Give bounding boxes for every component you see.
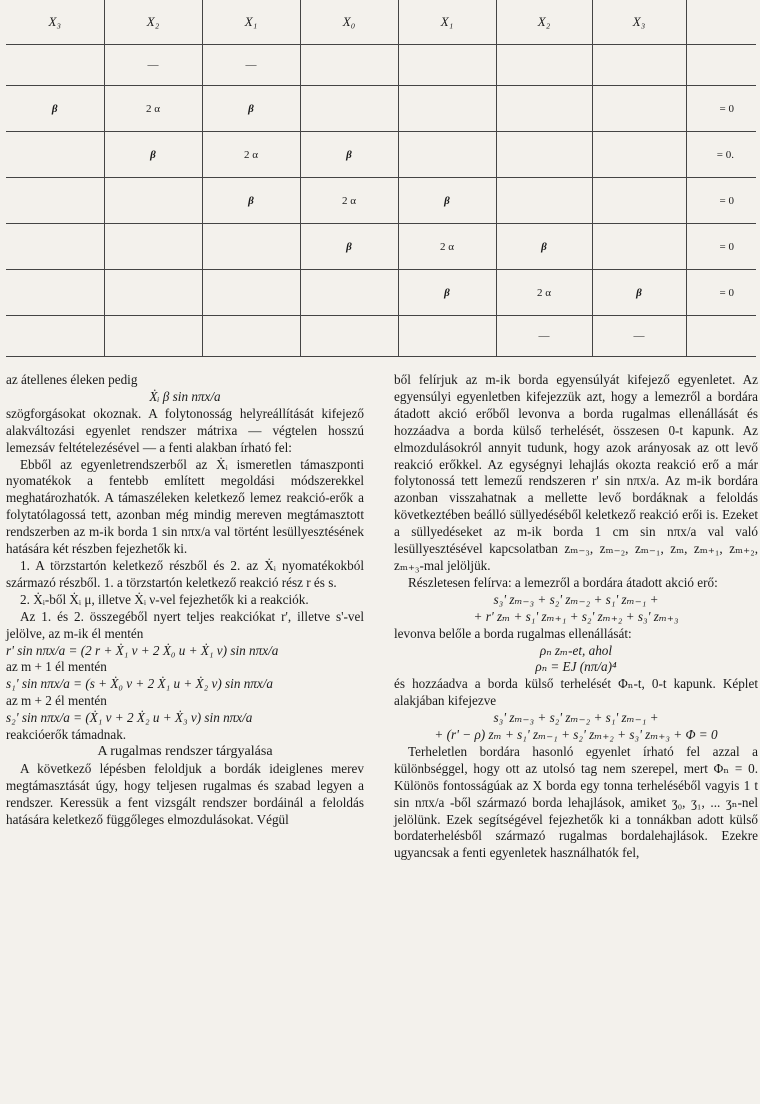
matrix-row	[6, 45, 756, 86]
matrix-cell: β	[6, 86, 104, 132]
matrix-cell: β	[300, 132, 398, 178]
matrix-row	[6, 316, 756, 357]
formula: s₃' zₘ₋₃ + s₂' zₘ₋₂ + s₁' zₘ₋₁ +	[493, 591, 659, 607]
matrix-cell	[104, 178, 202, 224]
matrix-equation-cell: = 0	[686, 224, 756, 270]
matrix-cell	[300, 316, 398, 357]
matrix-cell	[398, 132, 496, 178]
matrix-cell: 2 α	[398, 224, 496, 270]
matrix-cell	[592, 45, 686, 86]
matrix-header-cell: X₂	[104, 0, 202, 45]
left-column	[6, 372, 364, 828]
right-column	[394, 372, 758, 862]
matrix-header-cell: X₁	[202, 0, 300, 45]
matrix-cell	[202, 316, 300, 357]
matrix-cell	[6, 224, 104, 270]
matrix-cell	[398, 45, 496, 86]
paragraph: az m + 1 él mentén	[6, 659, 107, 675]
matrix-cell: β	[398, 178, 496, 224]
matrix-cell: β	[300, 224, 398, 270]
matrix-cell	[496, 132, 592, 178]
paragraph: ből felírjuk az m-ik borda egyensúlyát kifejező egyenletet. Az egyensúlyi egyenletben kifejezzük azt, hogy a lemezről a bordára átadott akció erőből levonva a borda rugalmas ellenállását és hozzáadva a borda külső terhelését, összesen 0-t kapunk. Az elmozdulásokról annyit tudunk, hogy azok arányosak az ott levő reakció erőkkel. Az egységnyi lehajlás okozta reakció erő a már folytonossá tett lemezű rendszeren r' sin nπx/a. Az m-ik bordára azonban visszahatnak a mellette levő bordáknak a feloldás következtében beálló süllyedéséből keletkező reakció erői is. Ezeket a süllyedéseket az m-ik borda 1 cm sin nπx/a val való lesüllyesztésével kapcsolatban zₘ₋₃, zₘ₋₂, zₘ₋₁, zₘ, zₘ₊₁, zₘ₊₂, zₘ₊₃-mal jelöljük.	[394, 372, 758, 573]
matrix-header-cell: X₀	[300, 0, 398, 45]
matrix-cell	[202, 224, 300, 270]
paragraph: szögforgásokat okoznak. A folytonosság helyreállítását kifejező alakváltozási egyenlet rendszer mátrixa — végtelen hosszú lemezsáv feltételezésével — a fenti alakban írható fel:	[6, 405, 364, 455]
matrix-cell	[6, 178, 104, 224]
matrix-cell	[104, 270, 202, 316]
matrix-header-cell	[686, 0, 756, 45]
formula: s₂' sin nπx/a = (Ẋ₁ ν + 2 Ẋ₂ u + Ẋ₃ ν) sin nπx/a	[6, 710, 253, 726]
matrix-cell	[496, 86, 592, 132]
matrix-cell	[300, 270, 398, 316]
formula: Ẋᵢ β sin nπx/a	[149, 388, 221, 404]
paragraph: az átellenes éleken pedig	[6, 372, 138, 387]
paragraph: 2. Ẋᵢ-ből Ẋᵢ μ, illetve Ẋᵢ ν-vel fejezhetők ki a reakciók.	[20, 591, 309, 607]
matrix-cell	[398, 86, 496, 132]
matrix-equation-cell: = 0	[686, 86, 756, 132]
matrix-cell: 2 α	[202, 132, 300, 178]
matrix-cell: β	[398, 270, 496, 316]
matrix-equation-cell: = 0	[686, 178, 756, 224]
paragraph: 1. A törzstartón keletkező részből és 2. az Ẋᵢ nyomatékokból származó részből. 1. a törzstartón keletkező reakció rész r és s.	[6, 557, 364, 590]
formula: s₁' sin nπx/a = (s + Ẋ₀ ν + 2 Ẋ₁ u + Ẋ₂ ν) sin nπx/a	[6, 676, 274, 692]
matrix-cell	[6, 45, 104, 86]
matrix-cell: 2 α	[496, 270, 592, 316]
matrix-cell: —	[104, 45, 202, 86]
matrix-cell	[6, 270, 104, 316]
matrix-cell: β	[592, 270, 686, 316]
paragraph: A következő lépésben feloldjuk a bordák ideiglenes merev megtámasztását úgy, hogy teljesen rugalmas és szabad legyen a rendszer. Keressük a fent vizsgált rendszer bordáinál a feloldás hatására keletkező függőleges elmozdulásokat. Végül	[6, 760, 364, 827]
matrix-row	[6, 178, 756, 224]
matrix-cell	[592, 224, 686, 270]
matrix-row	[6, 224, 756, 270]
matrix-row	[6, 270, 756, 316]
matrix-cell	[398, 316, 496, 357]
matrix-row	[6, 86, 756, 132]
matrix-header-cell: X₃	[6, 0, 104, 45]
matrix-cell	[686, 45, 756, 86]
matrix-cell: 2 α	[300, 178, 398, 224]
paragraph: Részletesen felírva: a lemezről a bordára átadott akció erő:	[408, 574, 718, 590]
matrix-row	[6, 132, 756, 178]
matrix-cell: β	[202, 178, 300, 224]
matrix-cell	[300, 45, 398, 86]
matrix-equation-cell: = 0.	[686, 132, 756, 178]
matrix-cell	[6, 316, 104, 357]
matrix-cell	[6, 132, 104, 178]
matrix-equation-cell: = 0	[686, 270, 756, 316]
paragraph: Terheletlen bordára hasonló egyenlet írható fel azzal a különbséggel, hogy ott az utolsó tag nem szerepel, mert Φₙ = 0. Különös fontosságúak az X borda egy tonna terheléséből vagyis 1 t sin nπx/a -ből származó borda lehajlások, amiket ʒ₀, ʒ₁, ... ʒₙ-nel jelölünk. Ezek segítségével fejezhetők ki a tonnákban adott külső bordaterhelésből származó rugalmas bordalehajlások. Ezekre ugyancsak a fenti egyenletek használhatók fel,	[394, 743, 758, 861]
matrix-cell: β	[202, 86, 300, 132]
coefficient-matrix	[6, 0, 756, 357]
formula: ρₙ = EJ (nπ/a)⁴	[535, 659, 617, 675]
formula: ρₙ zₘ-et, ahol	[539, 642, 613, 658]
paragraph: és hozzáadva a borda külső terhelését Φₙ-t, 0-t kapunk. Képlet alakjában kifejezve	[394, 676, 758, 709]
matrix-cell	[300, 86, 398, 132]
matrix-cell: 2 α	[104, 86, 202, 132]
matrix-header-row	[6, 0, 756, 45]
matrix-cell	[496, 178, 592, 224]
matrix-header-cell: X₁	[398, 0, 496, 45]
matrix-cell	[592, 178, 686, 224]
matrix-cell	[496, 45, 592, 86]
matrix-cell: —	[496, 316, 592, 357]
matrix-cell	[592, 132, 686, 178]
matrix-header-cell: X₂	[496, 0, 592, 45]
matrix-cell: —	[592, 316, 686, 357]
paragraph: Ebből az egyenletrendszerből az Ẋᵢ ismeretlen támaszponti nyomatékok a fentebb említett megoldási módszerekkel meghatározhatók. A támaszéleken keletkező lemez reakció-erők a folytatólagossá tett, azonban még mindig mereven megtámasztott rendszerben az m-ik borda 1 sin nπx/a val történt lesüllyesztésének hatására két részben fejezhetők ki.	[6, 456, 364, 557]
paragraph: az m + 2 él mentén	[6, 693, 107, 709]
formula: s₃' zₘ₋₃ + s₂' zₘ₋₂ + s₁' zₘ₋₁ +	[493, 710, 659, 726]
matrix-cell	[104, 224, 202, 270]
matrix-cell: β	[496, 224, 592, 270]
paragraph: reakcióerők támadnak.	[6, 727, 127, 743]
formula: r' sin nπx/a = (2 r + Ẋ₁ ν + 2 Ẋ₀ u + Ẋ₁ ν) sin nπx/a	[6, 642, 279, 658]
section-heading: A rugalmas rendszer tárgyalása	[97, 743, 273, 759]
formula: + (r' − ρ) zₘ + s₁' zₘ₋₁ + s₂' zₘ₊₂ + s₃' zₘ₊₃ + Φ = 0	[434, 727, 718, 743]
matrix-cell: β	[104, 132, 202, 178]
matrix-cell	[104, 316, 202, 357]
paragraph: levonva belőle a borda rugalmas ellenállását:	[394, 625, 632, 641]
paragraph: Az 1. és 2. összegéből nyert teljes reakciókat r', illetve s'-vel jelölve, az m-ik él mentén	[6, 608, 364, 641]
matrix-header-cell: X₃	[592, 0, 686, 45]
formula: + r' zₘ + s₁' zₘ₊₁ + s₂' zₘ₊₂ + s₃' zₘ₊₃	[473, 608, 679, 624]
matrix-cell: —	[202, 45, 300, 86]
matrix-cell	[202, 270, 300, 316]
matrix-cell	[686, 316, 756, 357]
matrix-cell	[592, 86, 686, 132]
